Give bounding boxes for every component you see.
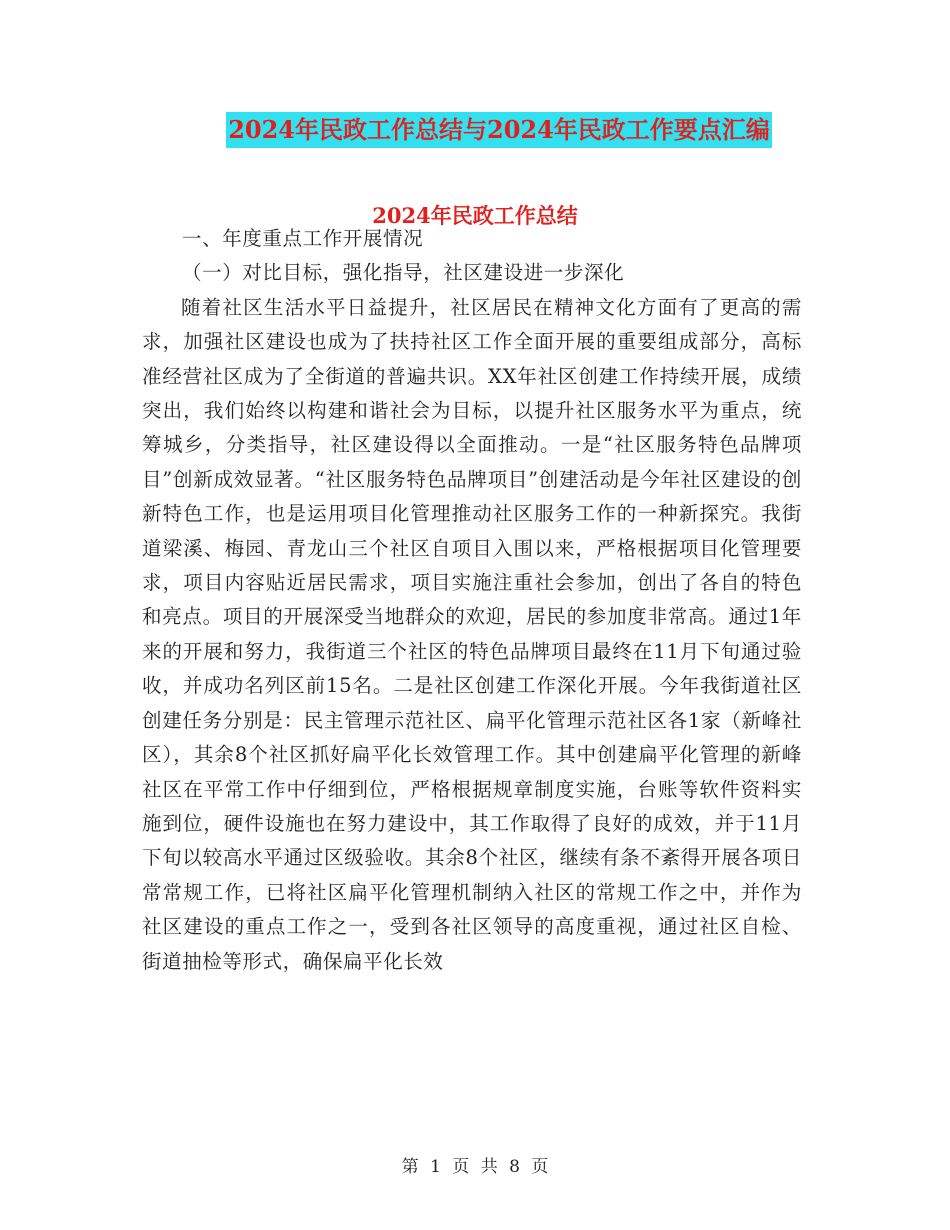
- sub-title: 2024年民政工作总结: [372, 203, 578, 228]
- main-title-container: [0, 112, 950, 148]
- subsection-heading: （一）对比目标，强化指导，社区建设进一步深化: [182, 261, 625, 285]
- body-paragraph: 随着社区生活水平日益提升，社区居民在精神文化方面有了更高的需求，加强社区建设也成为了扶持社区工作全面开展的重要组成部分，高标准经营社区成为了全街道的普遍共识。XX年社区创建工作持续开展，成绩突出，我们始终以构建和谐社会为目标，以提升社区服务水平为重点，统筹城乡，分类指导，社区建设得以全面推动。一是“社区服务特色品牌项目”创新成效显著。“社区服务特色品牌项目”创建活动是今年社区建设的创新特色工作，也是运用项目化管理推动社区服务工作的一种新探究。我街道梁溪、梅园、青龙山三个社区自项目入围以来，严格根据项目化管理要求，项目内容贴近居民需求，项目实施注重社会参加，创出了各自的特色和亮点。项目的开展深受当地群众的欢迎，居民的参加度非常高。通过1年来的开展和努力，我街道三个社区的特色品牌项目最终在11月下旬通过验收，并成功名列区前15名。二是社区创建工作深化开展。今年我街道社区创建任务分别是：民主管理示范社区、扁平化管理示范社区各1家（新峰社区），其余8个社区抓好扁平化长效管理工作。其中创建扁平化管理的新峰社区在平常工作中仔细到位，严格根据规章制度实施，台账等软件资料实施到位，硬件设施也在努力建设中，其工作取得了良好的成效，并于11月下旬以较高水平通过区级验收。其余8个社区，继续有条不紊得开展各项日常常规工作，已将社区扁平化管理机制纳入社区的常规工作之中，并作为社区建设的重点工作之一，受到各社区领导的高度重视，通过社区自检、街道抽检等形式，确保扁平化长效: [142, 295, 802, 973]
- section-heading: 一、年度重点工作开展情况: [182, 227, 424, 250]
- main-title: 2024年民政工作总结与2024年民政工作要点汇编: [226, 112, 772, 148]
- body-text: [142, 222, 802, 979]
- page-footer: 第 1 页 共 8 页: [401, 1157, 549, 1177]
